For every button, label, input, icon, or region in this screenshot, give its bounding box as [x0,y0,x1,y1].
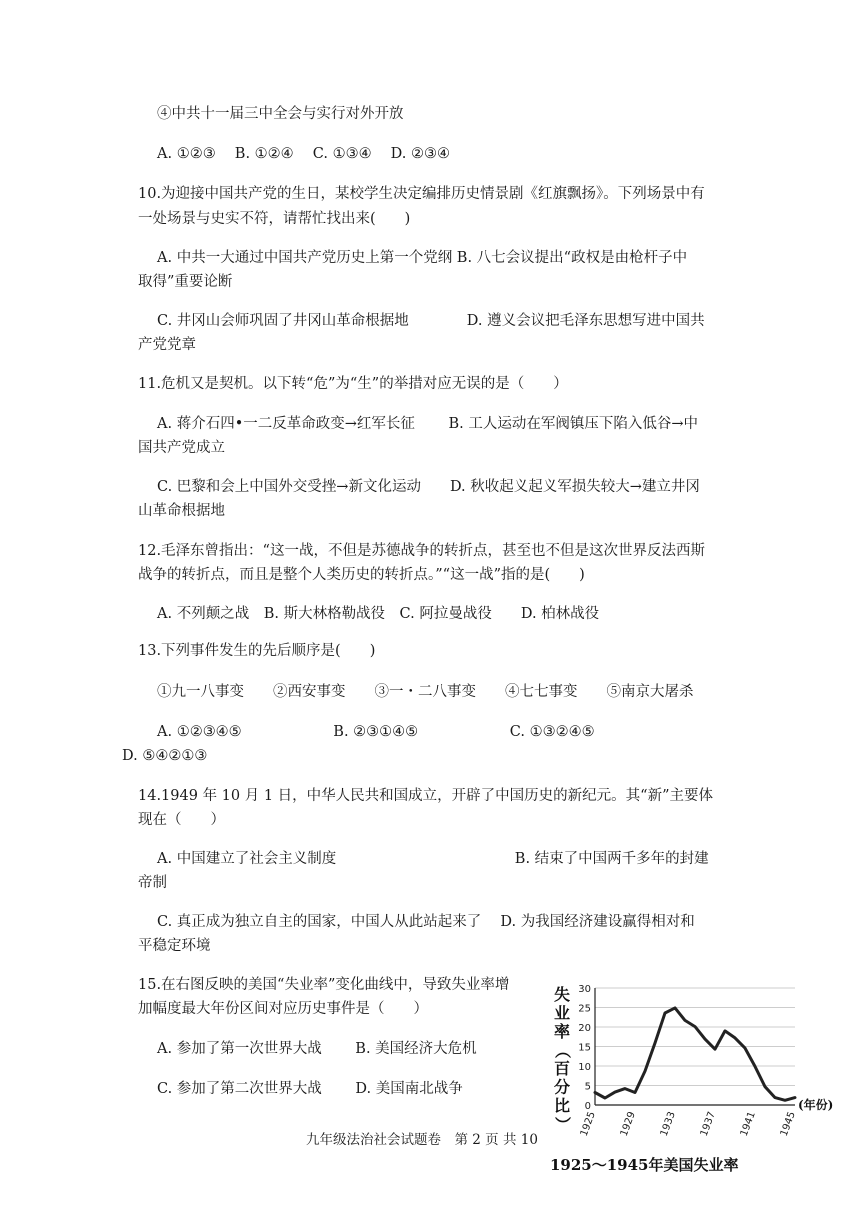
question-12-stem: 战争的转折点，而且是整个人类历史的转折点。”“这一战”指的是( ) [138,567,585,583]
text-line: ④中共十一届三中全会与实行对外开放 [157,106,404,122]
answer-options: 产党党章 [138,337,196,353]
x-tick-label: 1941 [738,1110,758,1138]
y-tick-label: 20 [578,1023,591,1034]
x-ticks [579,1110,798,1138]
answer-options: A. 中共一大通过中国共产党历史上第一个党纲 B. 八七会议提出“政权是由枪杆子中 [157,250,688,266]
y-ticks [578,984,795,1112]
question-14-stem: 现在（ ） [138,812,225,828]
question-10-stem: 10.为迎接中国共产党的生日，某校学生决定编排历史情景剧《红旗飘扬》。下列场景中有 [138,186,705,202]
question-11-stem: 11.危机又是契机。以下转“危”为“生”的举措对应无误的是（ ） [138,376,568,392]
y-axis-label-char: 百 [553,1059,571,1078]
answer-options: C. 巴黎和会上中国外交受挫→新文化运动 D. 秋收起义起义军损失较大→建立井冈 [157,479,700,495]
y-axis-label-char: ） [553,1116,572,1133]
y-tick-label: 25 [578,1003,591,1015]
chart-title: 1925～1945年美国失业率 [550,1156,739,1174]
answer-options: 国共产党成立 [138,440,225,456]
y-tick-label: 30 [578,984,591,995]
y-axis-label [553,985,572,1133]
answer-options: A. ①②③ B. ①②④ C. ①③④ D. ②③④ [157,146,451,162]
answer-options: C. 井冈山会师巩固了井冈山革命根据地 D. 遵义会议把毛泽东思想写进中国共 [157,313,705,329]
answer-options: D. ⑤④②①③ [122,748,208,764]
answer-options: A. 不列颠之战 B. 斯大林格勒战役 C. 阿拉曼战役 D. 柏林战役 [157,606,600,622]
question-13-stem: 13.下列事件发生的先后顺序是( ) [138,643,376,659]
chart-canvas [540,982,840,1182]
y-axis-label-char: 失 [553,985,571,1004]
question-15-stem: 加幅度最大年份区间对应历史事件是（ ） [138,1001,428,1017]
x-tick-label: 1929 [618,1110,638,1138]
answer-options: 取得”重要论断 [138,274,233,290]
event-list: ①九一八事变 ②西安事变 ③一・二八事变 ④七七事变 ⑤南京大屠杀 [157,684,694,700]
x-tick-label: 1933 [658,1110,678,1138]
y-axis-label-char: 分 [553,1077,571,1097]
question-10-stem: 一处场景与史实不符，请帮忙找出来( ) [138,211,411,227]
series-line [595,1008,795,1100]
x-tick-label: 1937 [698,1110,718,1138]
x-axis-label: (年份) [798,1098,834,1112]
answer-options: A. ①②③④⑤ B. ②③①④⑤ C. ①③②④⑤ [157,724,595,740]
answer-options: 山革命根据地 [138,503,225,519]
answer-options: 平稳定环境 [138,938,211,954]
answer-options: A. 中国建立了社会主义制度 B. 结束了中国两千多年的封建 [157,851,709,867]
answer-options: C. 真正成为独立自主的国家，中国人从此站起来了 D. 为我国经济建设赢得相对和 [157,914,695,930]
y-axis-label-char: （ [553,1042,572,1059]
answer-options: 帝制 [138,875,167,891]
y-tick-label: 5 [584,1081,591,1093]
question-12-stem: 12.毛泽东曾指出：“这一战，不但是苏德战争的转折点，甚至也不但是这次世界反法西斯 [138,543,705,559]
y-tick-label: 0 [584,1101,591,1112]
answer-options: C. 参加了第二次世界大战 D. 美国南北战争 [157,1081,463,1097]
y-axis-label-char: 率 [553,1022,571,1041]
y-axis-label-char: 比 [553,1096,571,1115]
x-tick-label: 1945 [778,1110,798,1138]
y-axis-label-char: 业 [553,1003,571,1023]
question-14-stem: 14.1949 年 10 月 1 日，中华人民共和国成立，开辟了中国历史的新纪元。其“新”主要体 [138,788,714,804]
y-tick-label: 15 [578,1042,591,1054]
answer-options: A. 参加了第一次世界大战 B. 美国经济大危机 [157,1041,477,1057]
page-footer: 九年级法治社会试题卷 第 2 页 共 10 [306,1132,538,1148]
unemployment-chart [540,982,840,1182]
x-tick-label: 1925 [578,1110,598,1138]
answer-options: A. 蒋介石四•一二反革命政变→红军长征 B. 工人运动在军阀镇压下陷入低谷→中 [157,416,699,432]
y-tick-label: 10 [578,1062,591,1073]
question-15-stem: 15.在右图反映的美国“失业率”变化曲线中，导致失业率增 [138,977,510,993]
